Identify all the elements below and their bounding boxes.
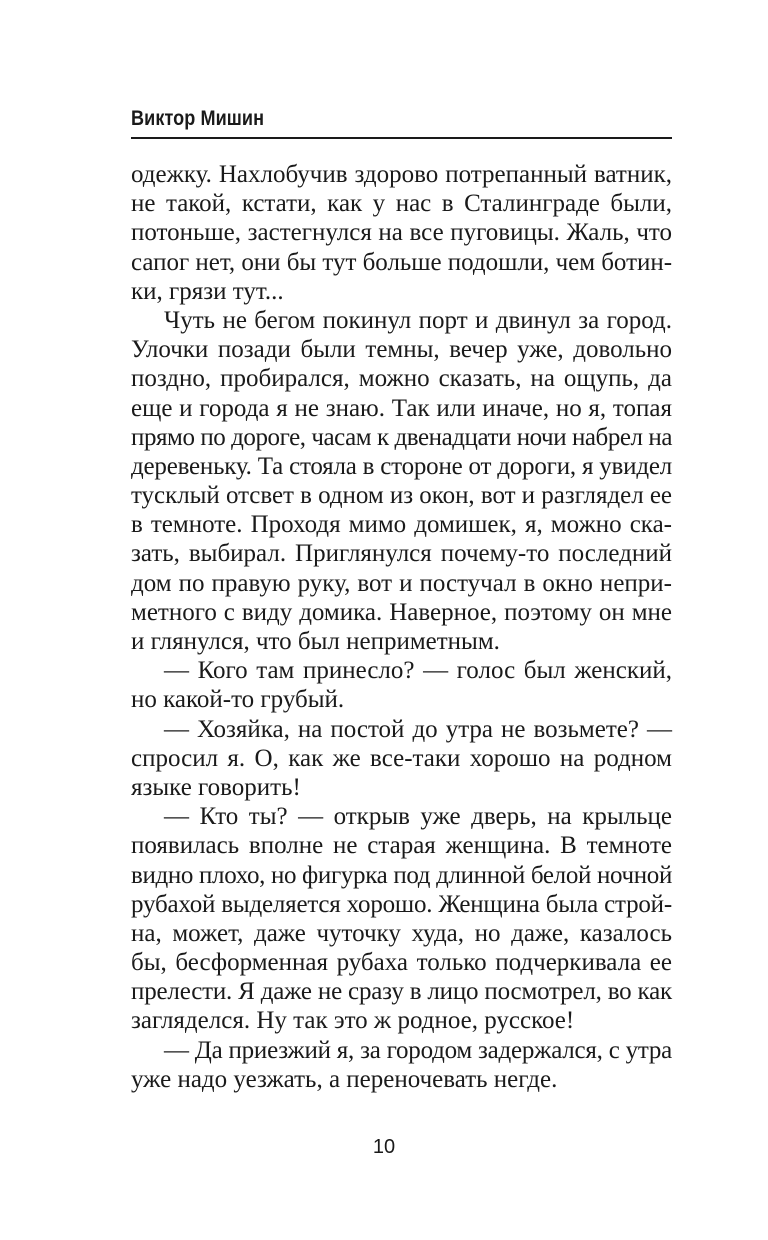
text-line: ки, грязи тут... <box>131 277 284 305</box>
text-line: рубахой выделяется хорошо. Женщина была строй- <box>131 890 672 918</box>
text-line: — Кого там принесло? — голос был женский, <box>164 657 672 685</box>
text-line: тусклый отсвет в одном из окон, вот и разглядел ее <box>131 482 672 510</box>
text-line: прямо по дороге, часам к двенадцати ночи набрел на <box>131 423 672 451</box>
text-line: видно плохо, но фигурка под длинной белой ночной <box>131 861 672 889</box>
text-line: сапог нет, они бы тут больше подошли, чем ботин- <box>131 248 672 276</box>
text-line: загляделся. Ну так это ж родное, русское! <box>131 1007 575 1035</box>
text-line: еще и города я не знаю. Так или иначе, но я, топая <box>131 394 672 422</box>
text-line: появилась вполне не старая женщина. В темноте <box>131 832 672 860</box>
text-line: бы, бесформенная рубаха только подчеркивала ее <box>131 949 672 977</box>
text-line: деревеньку. Та стояла в стороне от дороги, я увидел <box>131 452 672 480</box>
text-line: потоньше, застегнулся на все пуговицы. Жаль, что <box>131 219 672 247</box>
page-number: 10 <box>372 1136 396 1158</box>
text-line: прелести. Я даже не сразу в лицо посмотрел, во как <box>131 978 672 1006</box>
text-line: — Да приезжий я, за городом задержался, с утра <box>164 1036 672 1064</box>
text-line: не такой, кстати, как у нас в Сталинграде были, <box>131 190 672 218</box>
text-line: в темноте. Проходя мимо домишек, я, можно ска- <box>131 511 672 539</box>
text-line: — Хозяйка, на постой до утра не возьмете? — <box>164 715 672 743</box>
text-line: Чуть не бегом покинул порт и двинул за город. <box>164 306 672 334</box>
text-line: дом по правую руку, вот и постучал в окно непри- <box>131 569 672 597</box>
text-line: одежку. Нахлобучив здорово потрепанный ватник, <box>131 161 672 188</box>
body-text <box>131 160 672 1094</box>
text-line: спросил я. О, как же все-таки хорошо на родном <box>131 744 672 772</box>
text-line: — Кто ты? — открыв уже дверь, на крыльце <box>164 803 672 831</box>
running-header <box>131 106 672 140</box>
text-line: уже надо уезжать, а переночевать негде. <box>131 1065 558 1093</box>
author-name: Виктор Мишин <box>131 107 265 130</box>
text-line: зать, выбирал. Приглянулся почему-то последний <box>131 540 672 568</box>
text-line: метного с виду домика. Наверное, поэтому он мне <box>131 598 672 626</box>
text-line: на, может, даже чуточку худа, но даже, казалось <box>131 919 672 947</box>
text-line: поздно, пробирался, можно сказать, на ощупь, да <box>131 365 672 393</box>
text-line: но какой-то грубый. <box>131 686 345 714</box>
text-line: Улочки позади были темны, вечер уже, довольно <box>131 336 672 364</box>
header-rule <box>131 137 672 139</box>
text-line: языке говорить! <box>131 773 301 801</box>
text-line: и глянулся, что был неприметным. <box>131 628 500 655</box>
